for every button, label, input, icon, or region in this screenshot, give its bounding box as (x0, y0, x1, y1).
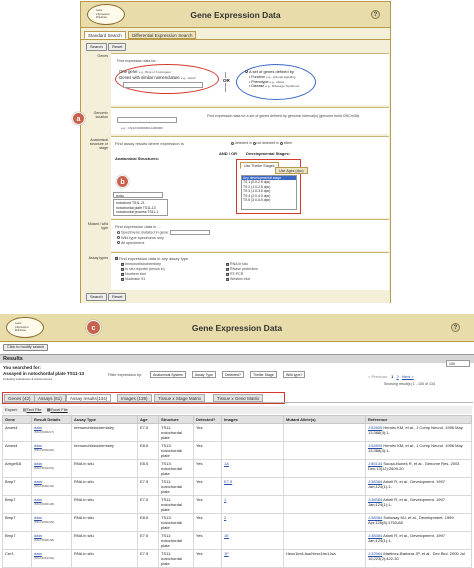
filter-wild-type[interactable]: Wild type? (283, 371, 305, 378)
assay-rnase-label: RNase protection (230, 267, 258, 271)
mutated-option-label: Specimens mutated in gene: (121, 230, 170, 235)
cell-mutant-alleles (284, 442, 366, 460)
search-form (76, 39, 390, 303)
cell-mutant-alleles (284, 532, 366, 550)
table-row (3, 496, 472, 514)
help-icon[interactable]: ? (451, 323, 460, 332)
cell-detected: Yes (194, 550, 222, 568)
cell-assay-type: RNA in situ (72, 496, 138, 514)
structure-autocomplete (113, 199, 168, 216)
cell-structure: TS13: notochordal plate (159, 460, 194, 478)
per-page-select[interactable]: 100 (446, 360, 470, 367)
image-link[interactable]: 1F (224, 551, 229, 556)
help-icon[interactable]: ? (371, 10, 380, 19)
results-panel (0, 314, 474, 564)
cell-assay-type: RNA in situ (72, 532, 138, 550)
cell-gene[interactable] (3, 442, 32, 460)
cell-details (32, 424, 72, 442)
searched-for-label: You searched for: (3, 365, 41, 370)
cell-gene[interactable] (3, 514, 32, 532)
reset-button[interactable]: Reset (108, 43, 126, 51)
genes-find-text: Find expression data for... (117, 59, 159, 63)
mgi-id: (MGI:3690217) (34, 430, 55, 434)
result-details-link[interactable]: data (34, 533, 42, 538)
export-bar (2, 406, 472, 414)
gene-link[interactable]: Bmp7 (5, 497, 16, 502)
mgi-id: (MGI:3691304) (34, 556, 55, 560)
filter-anatomical-system[interactable]: Anatomical System (150, 371, 186, 378)
all-specimens-label: All specimens (121, 240, 145, 245)
stage-option-ts1[interactable]: TS 1 (0.0-2.5 dpc) (243, 180, 271, 185)
reference-text: Solloway MJ, et al., Development. 1999 Apr;126(8):1753-68 (368, 515, 454, 525)
cell-structure: TS11: notochordal plate (159, 496, 194, 514)
result-details-link[interactable]: data (34, 461, 42, 466)
mgi-id: (MGI:3691301) (34, 466, 55, 470)
assay-right-options (226, 262, 258, 282)
col-mutant-alleles[interactable]: Mutant Allele(s) (284, 416, 366, 424)
cell-age: E7.5 (138, 550, 159, 568)
gene-link[interactable]: Cer1 (5, 551, 14, 556)
cell-assay-type: RNA in situ (72, 550, 138, 568)
mgi-id: (MGI:3690148) (34, 502, 55, 506)
tab-tissue-gene-matrix[interactable]: Tissue x Gene Matrix (213, 394, 263, 402)
reference-text: Hemirx KM, et al., J Comp Neurol. 1996 May 13;368(4):1- (368, 443, 463, 453)
cell-gene[interactable] (3, 424, 32, 442)
cell-reference (366, 442, 472, 460)
tab-standard-search[interactable]: Standard Search (84, 31, 126, 39)
anatomical-structures-label: Anatomical Structures: (115, 156, 160, 161)
stage-option-any[interactable]: Any developmental stage (242, 176, 296, 180)
mutant-find-text: Find expression data in ... (115, 224, 161, 229)
logo-text-2: eXpression (15, 324, 29, 329)
tab-assays[interactable]: Assays (61) (34, 394, 66, 402)
col-reference[interactable]: Reference (366, 416, 472, 424)
function-label: Function (251, 75, 266, 79)
logo-text-3: Database (15, 328, 26, 333)
badge-c: c (86, 320, 101, 335)
cell-assay-type: RNA in situ (72, 460, 138, 478)
one-gene-hint: e.g., Bmp or 6 strongest (138, 70, 171, 74)
or-label: OR (223, 78, 230, 83)
cell-age: E8.5 (138, 442, 159, 460)
phenotype-hint: e.g., obese (269, 79, 285, 84)
genes-label: Genes (97, 54, 108, 58)
mutant-options (117, 230, 210, 246)
table-row (3, 514, 472, 532)
mutated-gene-input[interactable] (170, 230, 210, 235)
assay-any-label: Find expression data in any assay type (119, 256, 189, 261)
page-2-link[interactable]: 2 (396, 374, 399, 379)
cell-mutant-alleles (284, 478, 366, 496)
table-row (3, 478, 472, 496)
tab-assay-results[interactable]: Assay results(134) (66, 394, 111, 402)
result-details-link[interactable]: data (34, 497, 42, 502)
result-details-link[interactable]: data (34, 479, 42, 484)
cell-age: E8.5 (138, 460, 159, 478)
results-header-banner (0, 314, 474, 342)
cell-age: E7.5 (138, 478, 159, 496)
logo-text-1: Gene (96, 8, 103, 12)
table-row (3, 442, 472, 460)
result-details-link[interactable]: data (34, 515, 42, 520)
cell-gene[interactable] (3, 460, 32, 478)
cell-images (222, 532, 284, 550)
stage-option-ts4[interactable]: TS 4 (2.0-4.0 dpc) (243, 193, 271, 198)
cell-reference (366, 496, 472, 514)
logo-text-3: Database (96, 15, 107, 20)
showing-results: Showing result(s) 1 - 100 of 134 (384, 382, 435, 386)
tab-differential-search[interactable]: Differential Expression Search (128, 31, 196, 39)
mgi-id: (MGI:3690129) (34, 520, 55, 524)
assay-ihc-label: Immunohistochemistry (125, 262, 161, 266)
filter-theiler-stage[interactable]: Theiler Stage (250, 371, 277, 378)
query-subclasses-note: including subclasses & substructures (3, 377, 53, 381)
results-heading: Results (3, 356, 23, 362)
filter-detected[interactable]: Detected? (222, 371, 244, 378)
disease-label: Disease (251, 84, 265, 88)
page-next-link[interactable]: Next > (401, 374, 414, 379)
assay-western[interactable] (226, 277, 258, 282)
cell-age: E7.5 (138, 496, 159, 514)
assay-rtpcr-label: RT-PCR (230, 272, 244, 276)
wildtype-option-label: Wild type specimens only (121, 235, 164, 240)
tab-theiler-stages[interactable]: Use Theiler Stages (240, 162, 279, 169)
assay-nuclease[interactable] (121, 277, 165, 282)
gene-link[interactable]: Bmp7 (5, 533, 16, 538)
logo-text-2: eXpression (96, 11, 110, 16)
autocomplete-option-1[interactable]: notochord TS11-21 (116, 201, 145, 205)
col-age[interactable]: Age (138, 416, 159, 424)
cell-images (222, 442, 284, 460)
cell-gene[interactable] (3, 496, 32, 514)
tab-genes[interactable]: Genes (42) (4, 394, 35, 402)
header-banner (81, 2, 390, 28)
anatomy-section (111, 136, 389, 218)
anatomy-label: Anatomical structure or stage (89, 138, 108, 151)
tab-tissue-stage-matrix[interactable]: Tissue x Stage Matrix (154, 394, 205, 402)
col-structure[interactable]: Structure (159, 416, 194, 424)
tab-ages-dpc[interactable]: Use Ages (dpc) (275, 167, 308, 174)
col-assay-type[interactable]: Assay Type (72, 416, 138, 424)
reference-text: Sousa-Nunes R, et al., Genome Res. 2003 Dec;13(12):2609-20 (368, 461, 460, 471)
reference-text: Hemirx KM, et al., J Comp Neurol. 1996 May 13;368(4):1- (368, 425, 463, 435)
disease-hint: e.g., DiGeorge Syndrome (265, 84, 300, 88)
structure-search-input[interactable]: noto (113, 192, 163, 198)
standard-search-panel (76, 1, 391, 303)
all-specimens-option[interactable] (117, 241, 210, 246)
cell-assay-type: Immunohistochemistry (72, 424, 138, 442)
similar-genes-option[interactable] (119, 75, 196, 80)
assay-any-option[interactable] (115, 256, 188, 261)
gene-symbol-input[interactable] (123, 82, 203, 88)
cell-structure: TS11: notochordal plate (159, 550, 194, 568)
reference-link[interactable]: J:38384 (368, 497, 383, 502)
mutant-label: Mutant / wild type (87, 222, 108, 231)
assay-western-label: Western blot (230, 277, 251, 281)
stage-listbox[interactable] (241, 175, 297, 210)
cell-images (222, 460, 284, 478)
cell-detected: Yes (194, 496, 222, 514)
cell-details (32, 478, 72, 496)
one-gene-label: One gene (119, 69, 138, 74)
cell-gene[interactable] (3, 532, 32, 550)
cell-details (32, 460, 72, 478)
reference-text: Arkell R, et al., Development. 1997 Jan;124(1):1- (368, 533, 445, 543)
results-page-title: Gene Expression Data (191, 323, 283, 333)
cell-detected: Yes (194, 532, 222, 550)
gene-set-option[interactable] (245, 69, 294, 74)
genomic-text: Find expression data for a set of genes defined by genomic interval(s) (genome build GRCm38). (207, 114, 361, 118)
results-tabs (3, 393, 473, 403)
table-row (3, 424, 472, 442)
results-section-header (0, 354, 474, 363)
cell-images (222, 478, 284, 496)
similar-genes-hint: e.g., Hoxa* (180, 76, 196, 80)
reference-link[interactable]: J:85134 (368, 461, 383, 466)
reference-link[interactable]: J:38384 (368, 533, 383, 538)
autocomplete-option-3[interactable]: notochordal process TS11-1 (116, 210, 159, 214)
text-file-link[interactable]: Text File (26, 407, 42, 412)
reference-link[interactable]: J:52805 (368, 443, 383, 448)
cell-assay-type: Immunohistochemistry (72, 442, 138, 460)
cell-reference (366, 478, 472, 496)
assay-left-options (121, 262, 165, 282)
image-link[interactable]: 1E (224, 533, 229, 538)
cell-reference (366, 532, 472, 550)
assay-types-section (111, 252, 389, 290)
mutant-section (111, 219, 389, 251)
cell-detected: Yes (194, 478, 222, 496)
cell-age: E7.5 (138, 424, 159, 442)
mgi-id: (MGI:3690130) (34, 484, 55, 488)
filter-assay-type[interactable]: Assay Type (192, 371, 216, 378)
cell-reference (366, 424, 472, 442)
results-table-wrap (2, 415, 472, 568)
results-table (2, 415, 472, 568)
reference-link[interactable]: J:32564 (368, 551, 383, 556)
cell-gene[interactable] (3, 550, 32, 568)
page-title: Gene Expression Data (190, 10, 281, 20)
col-detected[interactable]: Detected? (194, 416, 222, 424)
autocomplete-option-2[interactable]: notochordal plate TS11-13 (116, 205, 156, 210)
stage-option-ts3[interactable]: TS 3 (1.0-3.5 dpc) (243, 189, 271, 194)
genomic-section (111, 107, 389, 134)
genomic-input[interactable] (117, 117, 177, 123)
gene-link[interactable]: Arxes4 (5, 443, 18, 448)
cell-detected: Yes (194, 424, 222, 442)
col-gene[interactable]: Gene (3, 416, 32, 424)
pagination (368, 374, 414, 379)
mgi-id: (MGI:3690158) (34, 538, 55, 542)
col-images[interactable]: Images (222, 416, 284, 424)
mgi-id: (MGI:3690220) (34, 448, 55, 452)
cell-reference (366, 550, 472, 568)
assay-types-label: Assay types (88, 256, 108, 260)
cell-details (32, 514, 72, 532)
cell-mutant-alleles (284, 514, 366, 532)
tab-images[interactable]: Images (139) (117, 394, 152, 402)
image-link[interactable]: 1 (224, 497, 227, 502)
cell-reference (366, 460, 472, 478)
reference-text: Martinez-Barbera JP, et al., Dev Biol. 2000 Jul 15;223(2):422-30 (368, 551, 465, 561)
cell-structure: TS11: notochordal plate (159, 532, 194, 550)
gene-link[interactable]: Bmp7 (5, 479, 16, 484)
gene-set-label: A set of genes defined by (249, 69, 294, 74)
logo-text-1: Gene (15, 321, 22, 325)
cell-detected: Yes (194, 460, 222, 478)
page-1: 1 (391, 374, 394, 379)
cell-details (32, 496, 72, 514)
cell-reference (366, 514, 472, 532)
detected-options[interactable] (231, 141, 292, 145)
search-button[interactable]: Search (86, 43, 107, 51)
cell-images (222, 514, 284, 532)
cell-assay-type: RNA in situ (72, 514, 138, 532)
cell-details (32, 442, 72, 460)
search-button-bottom[interactable]: Search (86, 293, 107, 301)
anatomy-find-text: Find assay results where expression is (115, 141, 184, 146)
cell-structure: TS11: notochordal plate (159, 424, 194, 442)
cell-gene[interactable] (3, 478, 32, 496)
cell-details (32, 532, 72, 550)
similar-genes-label: Genes with similar nomenclature (119, 75, 180, 80)
genes-section (111, 53, 389, 105)
table-header-row (3, 416, 472, 424)
one-gene-option[interactable] (119, 69, 171, 74)
reference-text: Arkell R, et al., Development. 1997 Jan;124(1):1- (368, 497, 445, 507)
text-file-icon: ▤ (22, 407, 27, 412)
excel-file-link[interactable]: Excel File (50, 407, 68, 412)
page-prev-link[interactable]: < Previous (368, 374, 388, 379)
cell-mutant-alleles (284, 496, 366, 514)
table-row (3, 532, 472, 550)
cell-mutant-alleles (284, 424, 366, 442)
cell-mutant-alleles: Hesx1tm1Jsa/Hesx1tm1Jsa (284, 550, 366, 568)
cell-assay-type: RNA in situ (72, 478, 138, 496)
gene-set-list: • Function e.g., cell-cell signaling • Phenotype e.g., obese • Disease e.g., DiGeorge Syndrome (249, 75, 300, 88)
either-option[interactable]: either (283, 141, 293, 145)
cell-age: E7.5 (138, 532, 159, 550)
cell-structure: TS11: notochordal plate (159, 478, 194, 496)
query-summary: Assayed in notochordal plate TS11-13 (3, 371, 85, 376)
result-details-link[interactable]: data (34, 443, 42, 448)
reference-text: Arkell R, et al., Development. 1997 Jan;124(1):1- (368, 479, 445, 489)
stage-selector-highlight (236, 159, 304, 214)
assay-northern-label: Northern blot (125, 272, 146, 276)
and-or-label: AND / OR (219, 151, 237, 156)
cell-images (222, 424, 284, 442)
filter-label: Filter expression by: (108, 373, 142, 377)
stage-option-ts2[interactable]: TS 2 (1.0-2.5 dpc) (243, 184, 271, 189)
cell-detected: Yes (194, 442, 222, 460)
stage-option-ts5[interactable]: TS 5 (3.0-5.5 dpc) (243, 198, 271, 203)
table-row (3, 460, 472, 478)
result-details-link[interactable]: data (34, 551, 42, 556)
badge-a: a (72, 112, 85, 125)
cell-images (222, 496, 284, 514)
cell-age: E8.5 (138, 514, 159, 532)
modify-search-button[interactable]: Click to modify search (3, 344, 48, 351)
image-link[interactable]: 2 (224, 515, 227, 520)
image-link[interactable]: E7.5 (224, 479, 233, 484)
cell-mutant-alleles (284, 460, 366, 478)
reset-button-bottom[interactable]: Reset (108, 293, 126, 301)
cell-images (222, 550, 284, 568)
excel-file-icon: ▦ (46, 407, 51, 412)
not-detected-option[interactable]: not detected in (256, 141, 279, 145)
reference-link[interactable]: J:52805 (368, 425, 383, 430)
detected-in-option[interactable]: detected in (235, 141, 252, 145)
badge-b: b (116, 175, 129, 188)
genomic-label: Genomic location (93, 111, 108, 120)
table-row (3, 550, 472, 568)
gene-link[interactable]: Arxes4 (5, 425, 18, 430)
assay-nuclease-label: Nuclease S1 (125, 277, 146, 281)
assay-rna-insitu-label: RNA in situ (230, 262, 248, 266)
cell-detected: Yes (194, 514, 222, 532)
assay-insitu-reporter-label: In situ reporter (knock in) (125, 267, 165, 271)
cell-structure: TS13: notochordal plate (159, 442, 194, 460)
reference-link[interactable]: J:38384 (368, 479, 383, 484)
reference-link[interactable]: J:38384 (368, 515, 383, 520)
phenotype-label: Phenotype (251, 79, 269, 84)
genomic-hint: e.g., Chr12:30000000-1000000 (121, 126, 163, 130)
cell-structure: TS13: notochordal plate (159, 514, 194, 532)
developmental-stages-label: Developmental Stages: (246, 151, 291, 156)
export-label: Export: (5, 407, 18, 412)
function-hint: e.g., cell-cell signaling (266, 75, 296, 79)
gene-link[interactable]: Bmp7 (5, 515, 16, 520)
cell-details (32, 550, 72, 568)
image-link[interactable]: 1A (224, 461, 229, 466)
col-result-details[interactable]: Result Details (32, 416, 72, 424)
result-details-link[interactable]: data (34, 425, 42, 430)
gene-link[interactable]: Arhgef16 (5, 461, 22, 466)
